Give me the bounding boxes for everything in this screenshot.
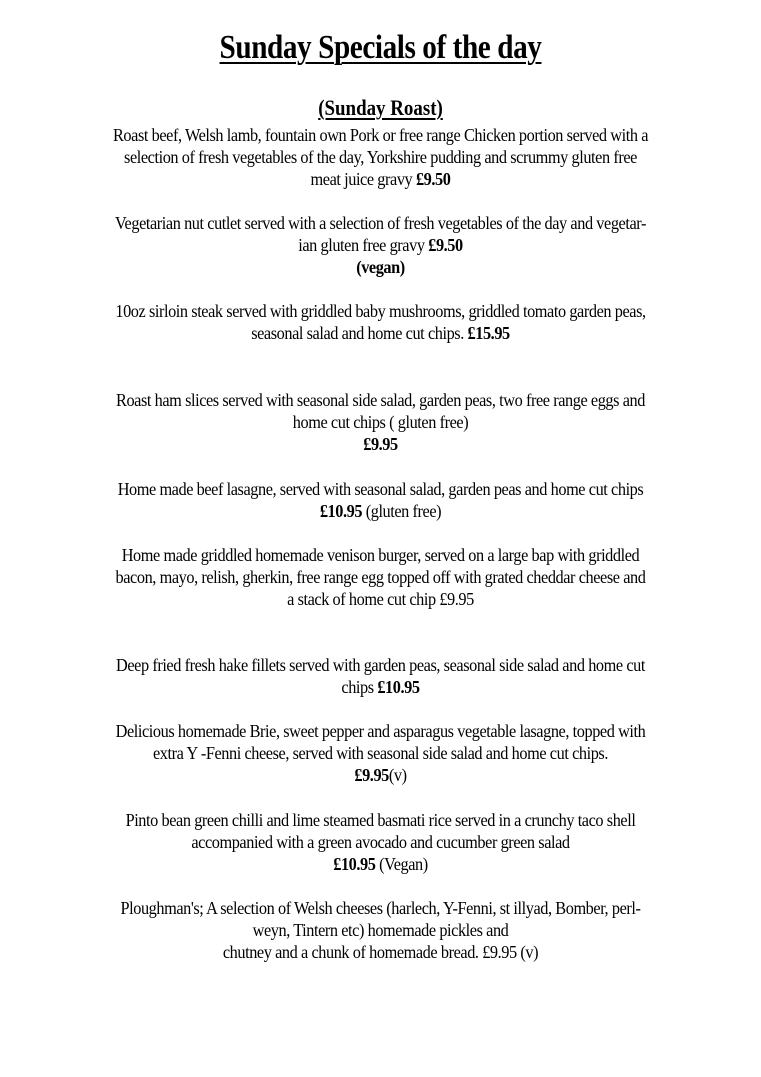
item-price: £9.95 bbox=[354, 765, 389, 785]
item-text: Delicious homemade Brie, sweet pepper and asparagus vegetable lasagne, topped with bbox=[115, 721, 646, 741]
item-price: £10.95 bbox=[319, 501, 363, 521]
item-dietary-tag: (Vegan) bbox=[379, 854, 428, 874]
item-price-line bbox=[27, 764, 735, 786]
item-dietary-tag: (v) bbox=[388, 765, 407, 785]
item-text: 10oz sirloin steak served with griddled baby mushrooms, griddled tomato garden peas, bbox=[115, 301, 646, 321]
item-dietary-tag: (vegan) bbox=[356, 257, 405, 277]
item-text: Pinto bean green chilli and lime steamed basmati rice served in a crunchy taco shell bbox=[125, 810, 636, 830]
item-text: bacon, mayo, relish, gherkin, free range egg topped off with grated cheddar cheese and bbox=[115, 567, 646, 587]
item-text: Ploughman's; A selection of Welsh cheeses (harlech, Y-Fenni, st illyad, Bomber, perl- bbox=[120, 898, 641, 918]
item-price: £10.95 bbox=[377, 677, 420, 697]
item-text: Home made beef lasagne, served with seasonal salad, garden peas and home cut chips bbox=[117, 479, 644, 499]
item-price-line bbox=[27, 433, 735, 455]
item-text: a stack of home cut chip £9.95 bbox=[287, 589, 474, 609]
item-price: £9.50 bbox=[415, 169, 451, 189]
item-text: extra Y -Fenni cheese, served with seasonal side salad and home cut chips. bbox=[152, 743, 609, 763]
item-text: Deep fried fresh hake fillets served with garden peas, seasonal side salad and home cut bbox=[116, 655, 645, 675]
item-text: Roast beef, Welsh lamb, fountain own Pork or free range Chicken portion served with a bbox=[112, 125, 649, 145]
item-price: £15.95 bbox=[467, 323, 510, 343]
item-text: chips bbox=[341, 677, 374, 697]
item-text: selection of fresh vegetables of the day, Yorkshire pudding and scrummy gluten free bbox=[124, 147, 637, 167]
item-text-line bbox=[27, 234, 735, 256]
item-text: Vegetarian nut cutlet served with a selection of fresh vegetables of the day and vegetar- bbox=[115, 213, 646, 233]
item-text: Home made griddled homemade venison burger, served on a large bap with griddled bbox=[121, 545, 640, 565]
section-title-sunday-roast: (Sunday Roast) bbox=[318, 95, 443, 120]
item-price: £10.95 bbox=[333, 854, 376, 874]
item-text: accompanied with a green avocado and cucumber green salad bbox=[191, 832, 570, 852]
item-price: £9.95 bbox=[363, 434, 398, 454]
item-tag-line bbox=[27, 256, 735, 278]
item-price: £9.50 bbox=[428, 235, 463, 255]
item-text: home cut chips ( gluten free) bbox=[292, 412, 469, 432]
item-text: meat juice gravy bbox=[310, 169, 413, 189]
item-text: weyn, Tintern etc) homemade pickles and bbox=[252, 920, 509, 940]
item-text: seasonal salad and home cut chips. bbox=[251, 323, 464, 343]
item-text: chutney and a chunk of homemade bread. £9.95 (v) bbox=[222, 942, 539, 962]
item-text-line bbox=[27, 168, 735, 190]
item-text: ian gluten free gravy bbox=[298, 235, 425, 255]
item-text: Roast ham slices served with seasonal side salad, garden peas, two free range eggs and bbox=[116, 390, 645, 410]
item-price-line bbox=[27, 853, 735, 875]
item-text-line bbox=[27, 322, 735, 344]
item-text-line bbox=[27, 676, 735, 698]
item-dietary-tag: (gluten free) bbox=[365, 501, 442, 521]
page-title: Sunday Specials of the day bbox=[219, 29, 542, 66]
item-price-line bbox=[27, 500, 735, 522]
